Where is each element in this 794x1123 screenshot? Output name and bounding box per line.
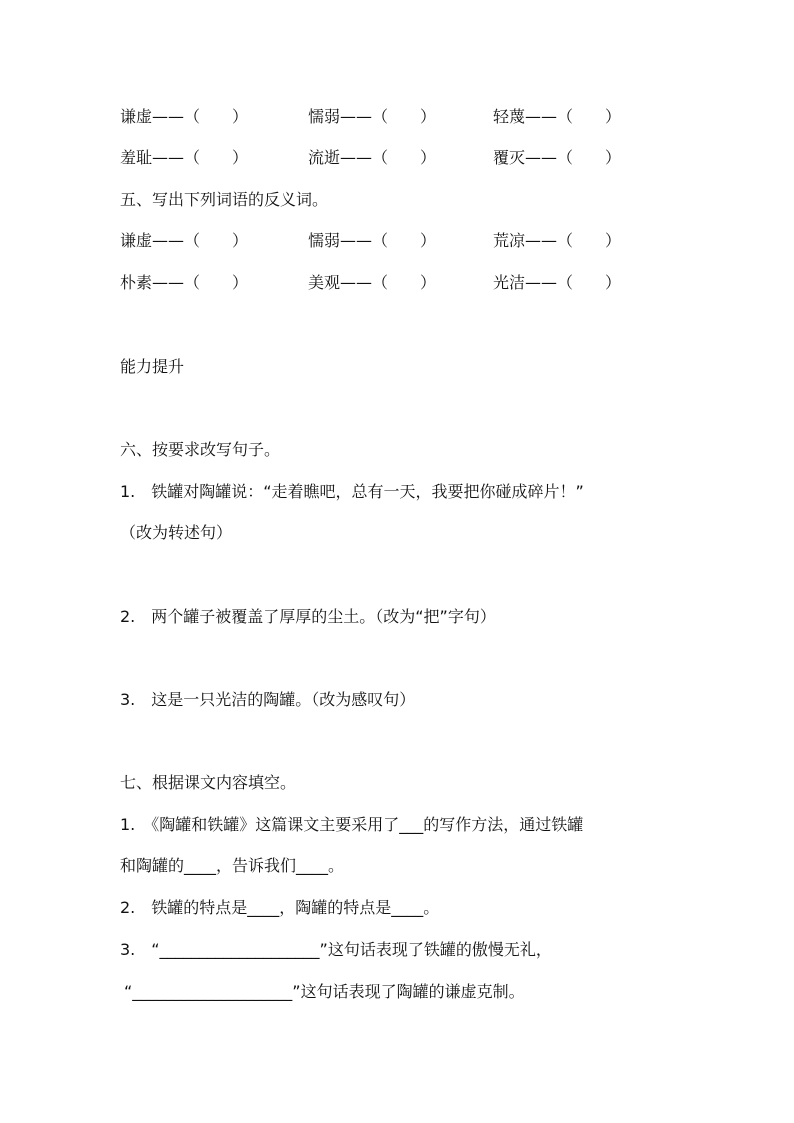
word-item: 谦虚——（ ） [120,107,249,126]
question-6-1-instruction: （改为转述句） [120,523,233,542]
section-7-title: 七、根据课文内容填空。 [120,773,297,792]
question-7-3-continued: “____________________”这句话表现了陶罐的谦虚克制。 [124,982,525,1001]
question-7-2: 2. 铁罐的特点是____，陶罐的特点是____。 [120,898,440,917]
word-item: 覆灭——（ ） [493,148,622,167]
word-item: 荒凉——（ ） [493,231,622,250]
question-6-1: 1. 铁罐对陶罐说：“走着瞧吧，总有一天，我要把你碰成碎片！” [120,482,584,501]
word-item: 光洁——（ ） [493,273,622,292]
word-item: 朴素——（ ） [120,273,249,292]
word-item: 懦弱——（ ） [308,231,437,250]
word-item: 轻蔑——（ ） [493,107,622,126]
question-7-1-continued: 和陶罐的____，告诉我们____。 [120,856,345,875]
word-item: 谦虚——（ ） [120,231,249,250]
question-6-2: 2. 两个罐子被覆盖了厚厚的尘土。（改为“把”字句） [120,607,496,626]
word-item: 懦弱——（ ） [308,107,437,126]
ability-heading: 能力提升 [120,357,185,376]
word-item: 美观——（ ） [308,273,437,292]
section-6-title: 六、按要求改写句子。 [120,440,281,459]
question-7-3: 3. “____________________”这句话表现了铁罐的傲慢无礼， [120,940,552,959]
section-5-title: 五、写出下列词语的反义词。 [120,190,329,209]
question-7-1: 1. 《陶罐和铁罐》这篇课文主要采用了___的写作方法，通过铁罐 [120,815,584,834]
word-item: 羞耻——（ ） [120,148,249,167]
question-6-3: 3. 这是一只光洁的陶罐。（改为感叹句） [120,690,416,709]
word-item: 流逝——（ ） [308,148,437,167]
